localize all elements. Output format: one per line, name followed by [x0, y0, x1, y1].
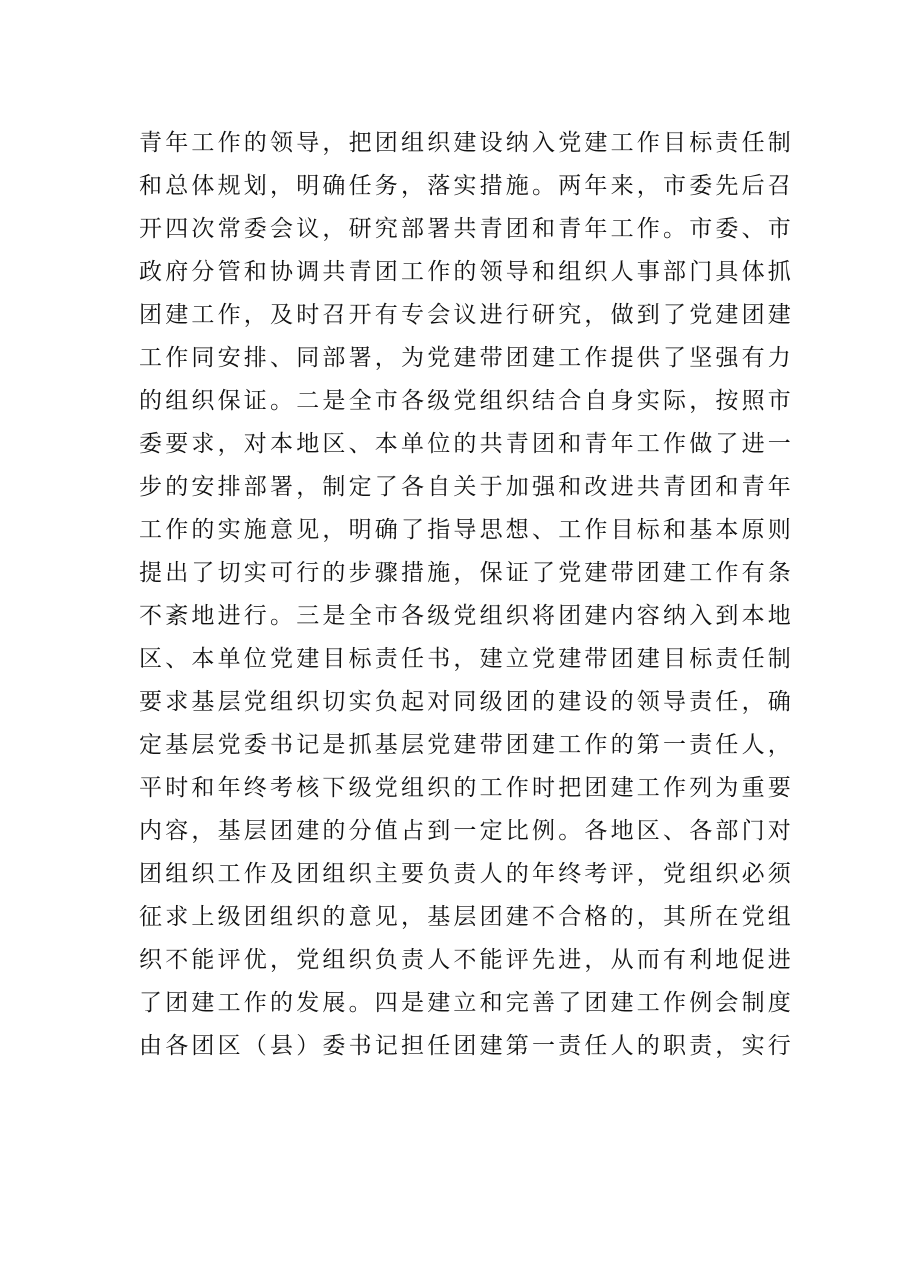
text-line-4: 政府分管和协调共青团工作的领导和组织人事部门具体抓: [139, 259, 794, 285]
text-line-15: 定基层党委书记是抓基层党建带团建工作的第一责任人，: [139, 732, 794, 758]
text-line-3: 开四次常委会议，研究部署共青团和青年工作。市委、市: [139, 216, 794, 242]
text-line-21: 了团建工作的发展。四是建立和完善了团建工作例会制度: [139, 990, 794, 1016]
text-line-7: 的组织保证。二是全市各级党组织结合自身实际，按照市: [139, 388, 794, 414]
text-line-1: 青年工作的领导，把团组织建设纳入党建工作目标责任制: [139, 130, 794, 156]
text-line-16: 平时和年终考核下级党组织的工作时把团建工作列为重要: [139, 775, 794, 801]
text-line-18: 团组织工作及团组织主要负责人的年终考评，党组织必须: [139, 861, 794, 887]
text-line-5: 团建工作，及时召开有专会议进行研究，做到了党建团建: [139, 302, 794, 328]
text-line-19: 征求上级团组织的意见，基层团建不合格的，其所在党组: [139, 904, 794, 930]
text-line-2: 和总体规划，明确任务，落实措施。两年来，市委先后召: [139, 173, 794, 199]
body-text: [139, 122, 794, 1068]
text-line-10: 工作的实施意见，明确了指导思想、工作目标和基本原则: [139, 517, 794, 543]
text-line-12: 不紊地进行。三是全市各级党组织将团建内容纳入到本地: [139, 603, 794, 629]
text-line-17: 内容，基层团建的分值占到一定比例。各地区、各部门对: [139, 818, 794, 844]
text-line-20: 织不能评优，党组织负责人不能评先进，从而有利地促进: [139, 947, 794, 973]
text-line-13: 区、本单位党建目标责任书，建立党建带团建目标责任制: [139, 646, 794, 672]
text-line-22: 由各团区（县）委书记担任团建第一责任人的职责，实行: [139, 1033, 794, 1059]
text-line-8: 委要求，对本地区、本单位的共青团和青年工作做了进一: [139, 431, 794, 457]
text-line-11: 提出了切实可行的步骤措施，保证了党建带团建工作有条: [139, 560, 794, 586]
text-line-9: 步的安排部署，制定了各自关于加强和改进共青团和青年: [139, 474, 794, 500]
text-line-14: 要求基层党组织切实负起对同级团的建设的领导责任，确: [139, 689, 794, 715]
text-line-6: 工作同安排、同部署，为党建带团建工作提供了坚强有力: [139, 345, 794, 371]
